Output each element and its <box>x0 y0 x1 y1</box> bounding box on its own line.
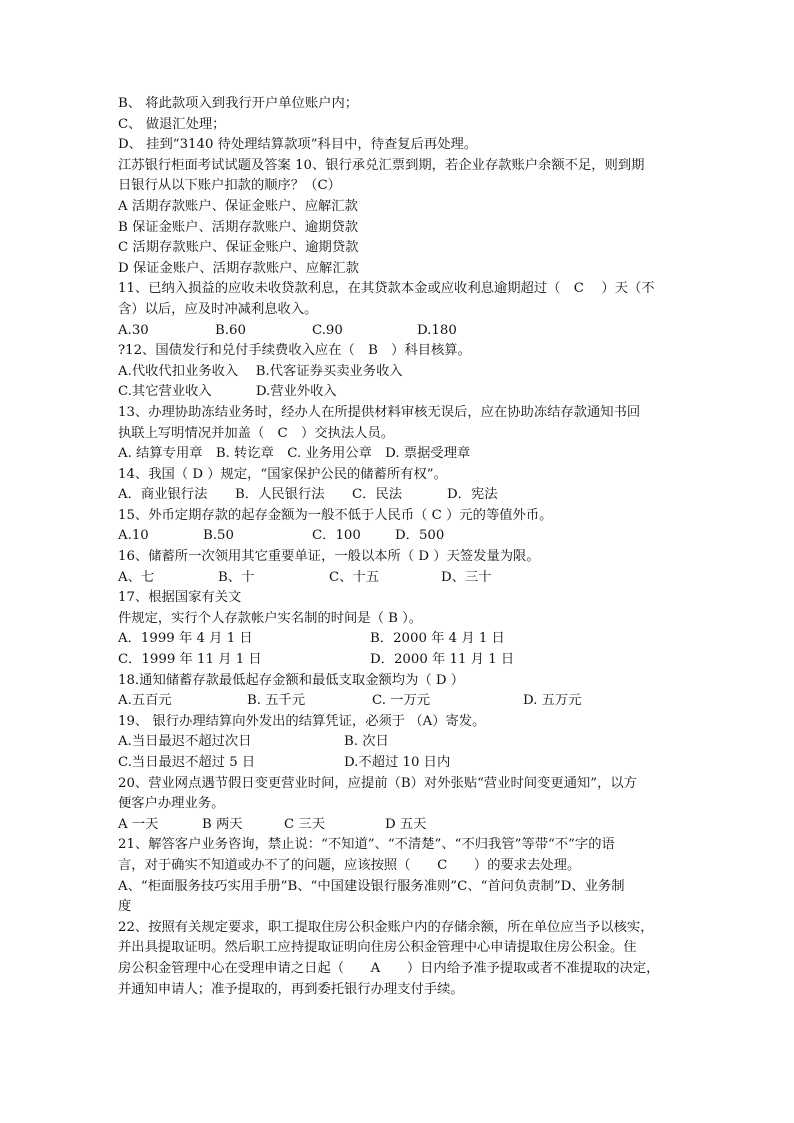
text-line: 22、按照有关规定要求，职工提取住房公积金账户内的存储余额，所在单位应当予以核实， <box>118 919 654 935</box>
option-item: A.10 <box>118 528 149 544</box>
text-line: 江苏银行柜面考试试题及答案 10、银行承兑汇票到期，若企业存款账户余额不足，则到期 <box>118 157 645 173</box>
text-line: 件规定，实行个人存款帐户实名制的时间是（ B ）。 <box>118 610 423 626</box>
option-item: C．100 <box>312 528 361 544</box>
option-item: A 一天 <box>118 816 159 832</box>
text-line: 13、办理协助冻结业务时，经办人在所提供材料审核无误后，应在协助冻结存款通知书回 <box>118 404 641 420</box>
option-item: A.当日最迟不超过次日 <box>118 734 252 750</box>
text-line: 并通知申请人；准予提取的，再到委托银行办理支付手续。 <box>118 981 464 997</box>
option-item: B、十 <box>218 569 255 585</box>
option-item: C、十五 <box>329 569 380 585</box>
option-item: D. 五万元 <box>523 693 582 709</box>
option-row <box>118 753 684 774</box>
option-item: A．1999 年 4 月 1 日 <box>118 631 253 647</box>
option-item: D 五天 <box>385 816 427 832</box>
option-item: A.30 <box>118 322 149 338</box>
text-line: 并出具提取证明。然后职工应持提取证明向住房公积金管理中心申请提取住房公积金。住 <box>118 940 637 956</box>
option-item: A.五百元 <box>118 693 172 709</box>
text-line: B、 将此款项入到我行开户单位账户内； <box>118 96 359 111</box>
text-line: 执联上写明情况并加盖（ C ）交执法人员。 <box>118 425 395 441</box>
option-item: A．商业银行法 <box>118 487 208 503</box>
option-item: D.不超过 10 日内 <box>344 755 451 770</box>
text-line: 含）以后，应及时冲减利息收入。 <box>118 301 318 317</box>
text-line: 11、已纳入损益的应收未收贷款利息，在其贷款本金或应收利息逾期超过（ C ）天（不 <box>118 281 655 297</box>
option-row <box>118 691 684 712</box>
text-line: 14、我国（ D ）规定，“国家保护公民的储蓄所有权”。 <box>118 466 447 482</box>
text-line: C.其它营业收入 D.营业外收入 <box>118 384 337 400</box>
text-line: C、 做退汇处理； <box>118 116 226 132</box>
text-line: 17、根据国家有关文 <box>118 590 242 606</box>
text-line: C 活期存款账户、保证金账户、逾期贷款 <box>118 240 359 256</box>
text-line: 15、外币定期存款的起存金额为一般不低于人民币（ C ）元的等值外币。 <box>118 507 553 523</box>
text-line: 20、营业网点遇节假日变更营业时间，应提前（B）对外张贴“营业时间变更通知”，以方 <box>118 775 637 791</box>
option-item: D．500 <box>395 528 445 544</box>
option-item: D、三十 <box>441 569 492 585</box>
option-row <box>118 568 684 589</box>
text-line: 便客户办理业务。 <box>118 796 225 812</box>
text-line: A. 结算专用章 B. 转讫章 C. 业务用公章 D. 票据受理章 <box>118 446 471 462</box>
option-row <box>118 526 684 547</box>
text-line: 21、解答客户业务咨询，禁止说：“不知道”、“不清楚”、“不归我管”等带“不”字的语 <box>118 837 615 853</box>
option-item: C. 一万元 <box>372 693 431 709</box>
option-row <box>118 629 684 650</box>
option-item: B．2000 年 4 月 1 日 <box>370 631 505 647</box>
option-row <box>118 732 684 753</box>
option-item: C．1999 年 11 月 1 日 <box>118 652 262 668</box>
text-line: 度 <box>118 899 132 915</box>
option-item: B. 次日 <box>344 734 389 750</box>
text-line: B 保证金账户、活期存款账户、逾期贷款 <box>118 219 359 235</box>
option-item: D．2000 年 11 月 1 日 <box>370 652 515 668</box>
text-line: A 活期存款账户、保证金账户、应解汇款 <box>118 198 358 214</box>
document-body <box>118 94 684 1000</box>
option-item: A、七 <box>118 569 155 585</box>
option-item: C．民法 <box>352 487 403 503</box>
option-item: B 两天 <box>202 816 243 832</box>
option-item: D.180 <box>417 322 457 338</box>
text-line: 日银行从以下账户扣款的顺序？（C） <box>118 178 341 194</box>
option-item: C.90 <box>312 322 343 338</box>
text-line: 19、 银行办理结算向外发出的结算凭证，必须于 （A）寄发。 <box>118 713 486 729</box>
text-line: 言，对于确实不知道或办不了的问题，应该按照（ C ）的要求去处理。 <box>118 857 581 873</box>
text-line: D、 挂到“3140 待处理结算款项”科目中，待查复后再处理。 <box>118 137 478 153</box>
option-item: C 三天 <box>284 816 325 832</box>
option-item: C.当日最迟不超过 5 日 <box>118 755 256 770</box>
option-row <box>118 321 684 342</box>
text-line: 16、储蓄所一次领用其它重要单证，一般以本所（ D ）天签发量为限。 <box>118 549 540 565</box>
option-item: D．宪法 <box>447 487 498 503</box>
option-row <box>118 815 684 836</box>
option-item: B．人民银行法 <box>235 487 325 503</box>
option-item: B.60 <box>215 322 246 338</box>
option-row <box>118 485 684 506</box>
text-line: ?12、国债发行和兑付手续费收入应在（ B ）科目核算。 <box>118 343 471 359</box>
text-line: D 保证金账户、活期存款账户、应解汇款 <box>118 260 359 276</box>
text-line: A.代收代扣业务收入 B.代客证券买卖业务收入 <box>118 363 403 379</box>
option-item: B.50 <box>203 528 234 544</box>
option-row <box>118 650 684 671</box>
text-line: 房公积金管理中心在受理申请之日起（ A ）日内给予准予提取或者不准提取的决定， <box>118 960 660 976</box>
text-line: 18.通知储蓄存款最低起存金额和最低支取金额均为（ D ） <box>118 672 465 688</box>
option-item: B. 五千元 <box>247 693 306 709</box>
text-line: A、“柜面服务技巧实用手册”B、“中国建设银行服务准则”C、“首问负责制”D、业务制 <box>118 878 625 894</box>
